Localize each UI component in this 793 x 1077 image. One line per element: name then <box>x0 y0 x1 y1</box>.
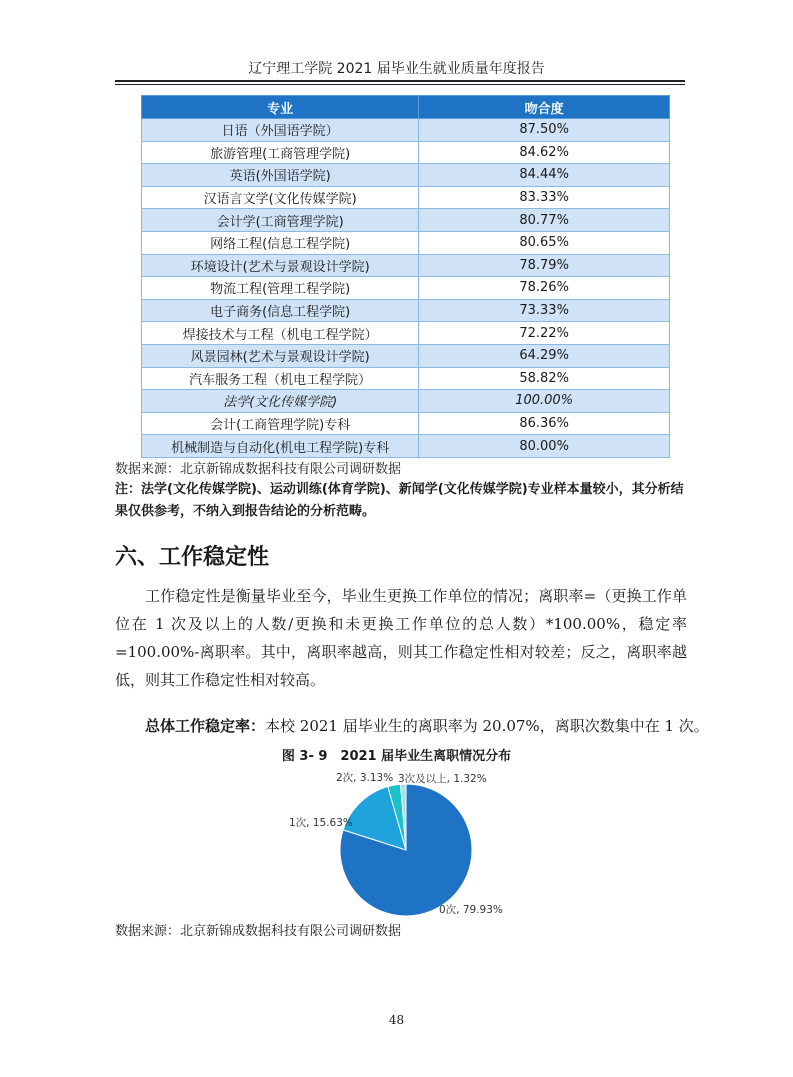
major-cell: 机械制造与自动化(机电工程学院)专科 <box>142 435 419 458</box>
rate-cell: 58.82% <box>419 367 670 390</box>
rate-cell: 72.22% <box>419 322 670 345</box>
table-row <box>142 186 670 209</box>
rate-cell: 84.62% <box>419 141 670 164</box>
table-row <box>142 344 670 367</box>
major-cell: 法学(文化传媒学院) <box>142 390 419 413</box>
figure-data-source: 数据来源：北京新锦成数据科技有限公司调研数据 <box>115 924 402 939</box>
major-cell: 网络工程(信息工程学院) <box>142 231 419 254</box>
table-row <box>142 322 670 345</box>
rate-cell: 83.33% <box>419 186 670 209</box>
rate-cell: 80.00% <box>419 435 670 458</box>
column-header-rate: 吻合度 <box>419 96 670 119</box>
rate-cell: 73.33% <box>419 299 670 322</box>
table-data-source: 数据来源：北京新锦成数据科技有限公司调研数据 <box>115 462 402 477</box>
header-rule-thin <box>115 84 685 85</box>
major-cell: 电子商务(信息工程学院) <box>142 299 419 322</box>
major-cell: 旅游管理(工商管理学院) <box>142 141 419 164</box>
overall-text: 本校 2021 届毕业生的离职率为 20.07%，离职次数集中在 1 次。 <box>265 717 709 735</box>
pie-label-2: 2次, 3.13% <box>336 772 394 784</box>
rate-cell: 86.36% <box>419 412 670 435</box>
pie-label-0: 0次, 79.93% <box>439 904 503 916</box>
major-cell: 焊接技术与工程（机电工程学院） <box>142 322 419 345</box>
table-row <box>142 254 670 277</box>
pie-label-1: 1次, 15.63% <box>289 817 353 829</box>
major-cell: 日语（外国语学院） <box>142 119 419 142</box>
table-note: 注：法学(文化传媒学院)、运动训练(体育学院)、新闻学(文化传媒学院)专业样本量较小，其分析结果仅供参考，不纳入到报告结论的分析范畴。 <box>115 482 684 519</box>
column-header-major: 专业 <box>142 96 419 119</box>
table-row <box>142 164 670 187</box>
page-number: 48 <box>388 1013 405 1027</box>
table-row <box>142 277 670 300</box>
report-header-title: 辽宁理工学院 2021 届毕业生就业质量年度报告 <box>248 61 545 77</box>
section-heading: 六、工作稳定性 <box>115 545 270 570</box>
table-row <box>142 299 670 322</box>
overall-lead: 总体工作稳定率： <box>145 717 266 735</box>
pie-label-3: 3次及以上, 1.32% <box>398 773 487 785</box>
rate-cell: 80.65% <box>419 231 670 254</box>
major-cell: 环境设计(艺术与景观设计学院) <box>142 254 419 277</box>
rate-cell: 84.44% <box>419 164 670 187</box>
rate-cell: 78.26% <box>419 277 670 300</box>
rate-cell: 87.50% <box>419 119 670 142</box>
rate-cell: 80.77% <box>419 209 670 232</box>
major-cell: 汉语言文学(文化传媒学院) <box>142 186 419 209</box>
rate-cell: 100.00% <box>419 390 670 413</box>
table-row <box>142 231 670 254</box>
table-row <box>142 119 670 142</box>
table-row <box>142 390 670 413</box>
turnover-pie-chart <box>270 765 520 920</box>
table-row <box>142 367 670 390</box>
table-row <box>142 209 670 232</box>
major-cell: 汽车服务工程（机电工程学院） <box>142 367 419 390</box>
table-row <box>142 141 670 164</box>
figure-title: 图 3- 9 2021 届毕业生离职情况分布 <box>281 749 512 764</box>
major-cell: 会计学(工商管理学院) <box>142 209 419 232</box>
table-row <box>142 435 670 458</box>
header-rule <box>115 80 685 82</box>
section-paragraph: 工作稳定性是衡量毕业至今，毕业生更换工作单位的情况；离职率=（更换工作单位在 1 次及以上的人数/更换和未更换工作单位的总人数）*100.00%，稳定率=100.00%-离职率。其中，离职率越高，则其工作稳定性相对较差；反之，离职率越低，则其工作稳定性相对较高。 <box>115 587 687 689</box>
major-cell: 英语(外国语学院) <box>142 164 419 187</box>
major-cell: 风景园林(艺术与景观设计学院) <box>142 344 419 367</box>
rate-cell: 78.79% <box>419 254 670 277</box>
table-header-row <box>142 96 670 119</box>
major-cell: 会计(工商管理学院)专科 <box>142 412 419 435</box>
rate-cell: 64.29% <box>419 344 670 367</box>
major-cell: 物流工程(管理工程学院) <box>142 277 419 300</box>
overall-stability-paragraph <box>115 712 715 740</box>
major-match-table <box>141 95 670 458</box>
table-row <box>142 412 670 435</box>
